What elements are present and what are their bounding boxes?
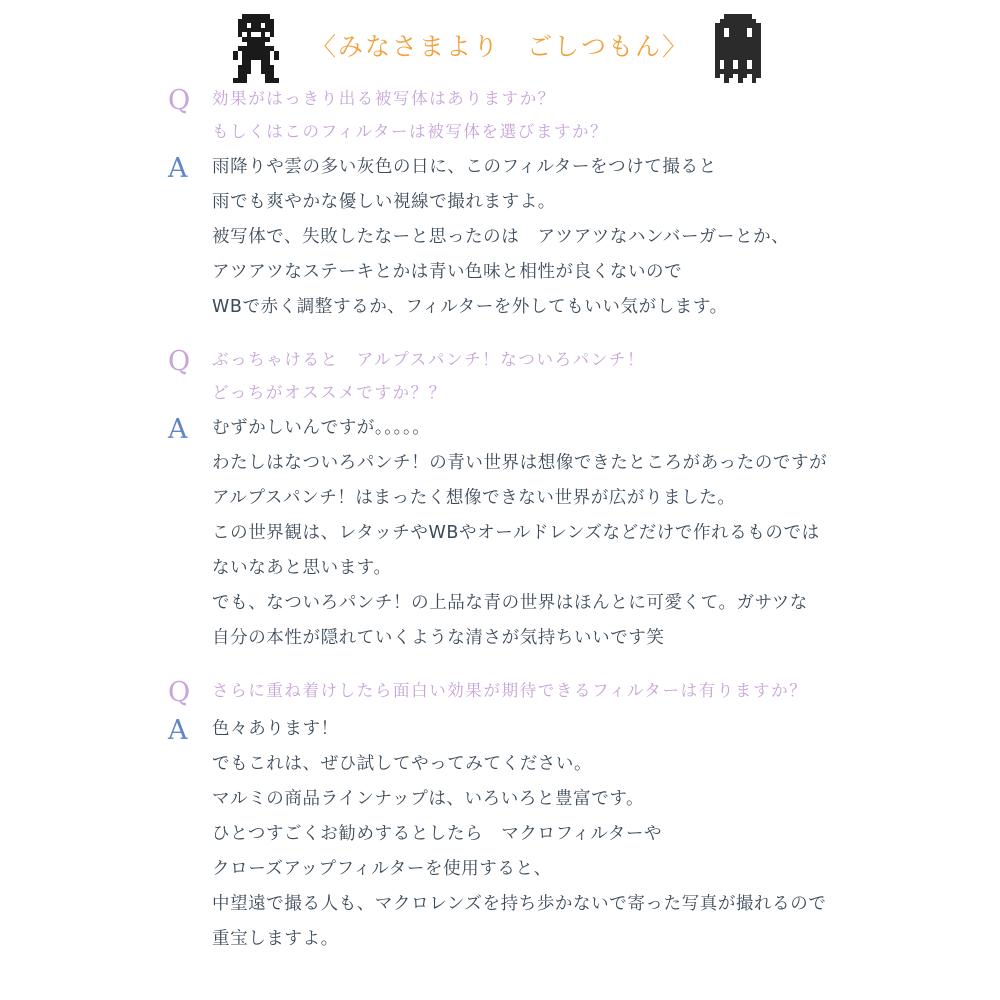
- answer-line: マルミの商品ラインナップは、いろいろと豊富です。: [212, 789, 645, 809]
- question-marker: Q: [168, 346, 191, 377]
- answer-line: でもこれは、ぜひ試してやってみてください。: [212, 754, 593, 774]
- question-text: [212, 82, 1000, 148]
- question-line: ぶっちゃけると アルプスパンチ！なついろパンチ！: [212, 350, 646, 369]
- answer-block: [0, 712, 1000, 957]
- question-line: 効果がはっきり出る被写体はありますか？: [212, 89, 556, 108]
- qa-list: [0, 78, 1000, 957]
- question-line: どっちがオススメですか？？: [212, 383, 447, 402]
- answer-marker: A: [168, 153, 188, 184]
- answer-marker: A: [168, 414, 188, 445]
- answer-line: 被写体で、失敗したなーと思ったのは アツアツなハンバーガーとか、: [212, 227, 790, 247]
- question-line: さらに重ね着けしたら面白い効果が期待できるフィルターは有りますか？: [212, 681, 808, 700]
- page-title: 〈みなさまより ごしつもん〉: [310, 32, 689, 61]
- answer-block: [0, 411, 1000, 656]
- page-header: [0, 0, 1000, 78]
- answer-marker: A: [168, 715, 188, 746]
- question-text: [212, 343, 1000, 409]
- answer-line: WBで赤く調整するか、フィルターを外してもいい気がします。: [212, 297, 728, 317]
- question-block: [0, 82, 1000, 148]
- question-block: [0, 343, 1000, 409]
- answer-text: [212, 150, 1000, 325]
- answer-line: わたしはなついろパンチ！の青い世界は想像できたところがあったのですが: [212, 453, 828, 473]
- question-line: もしくはこのフィルターは被写体を選びますか？: [212, 122, 609, 141]
- question-marker: Q: [168, 677, 191, 708]
- answer-line: この世界観は、レタッチやWBやオールドレンズなどだけで作れるものでは: [212, 523, 820, 543]
- answer-line: ないなあと思います。: [212, 558, 392, 578]
- answer-line: むずかしいんですが。。。。。: [212, 418, 431, 438]
- answer-line: 雨でも爽やかな優しい視線で撮れますよ。: [212, 192, 556, 212]
- answer-text: [212, 411, 1000, 656]
- answer-line: 重宝しますよ。: [212, 929, 339, 949]
- question-text: [212, 674, 1000, 707]
- answer-line: アツアツなステーキとかは青い色味と相性が良くないので: [212, 262, 683, 282]
- answer-line: でも、なついろパンチ！の上品な青の世界はほんとに可愛くて。ガサツな: [212, 593, 808, 613]
- answer-text: [212, 712, 1000, 957]
- answer-line: 中望遠で撮る人も、マクロレンズを持ち歩かないで寄った写真が撮れるので: [212, 894, 827, 914]
- answer-line: 雨降りや雲の多い灰色の日に、このフィルターをつけて撮ると: [212, 157, 717, 177]
- answer-block: [0, 150, 1000, 325]
- skeleton-pixel-icon: [233, 14, 285, 76]
- answer-line: 自分の本性が隠れていくような清さが気持ちいいです笑: [212, 628, 665, 648]
- answer-line: クローズアップフィルターを使用すると、: [212, 859, 552, 879]
- answer-line: ひとつすごくお勧めするとしたら マクロフィルターや: [212, 824, 663, 844]
- question-marker: Q: [168, 85, 191, 116]
- ghost-pixel-icon: [715, 14, 767, 76]
- answer-line: アルプスパンチ！はまったく想像できない世界が広がりました。: [212, 488, 736, 508]
- answer-line: 色々あります！: [212, 719, 339, 739]
- question-block: [0, 674, 1000, 710]
